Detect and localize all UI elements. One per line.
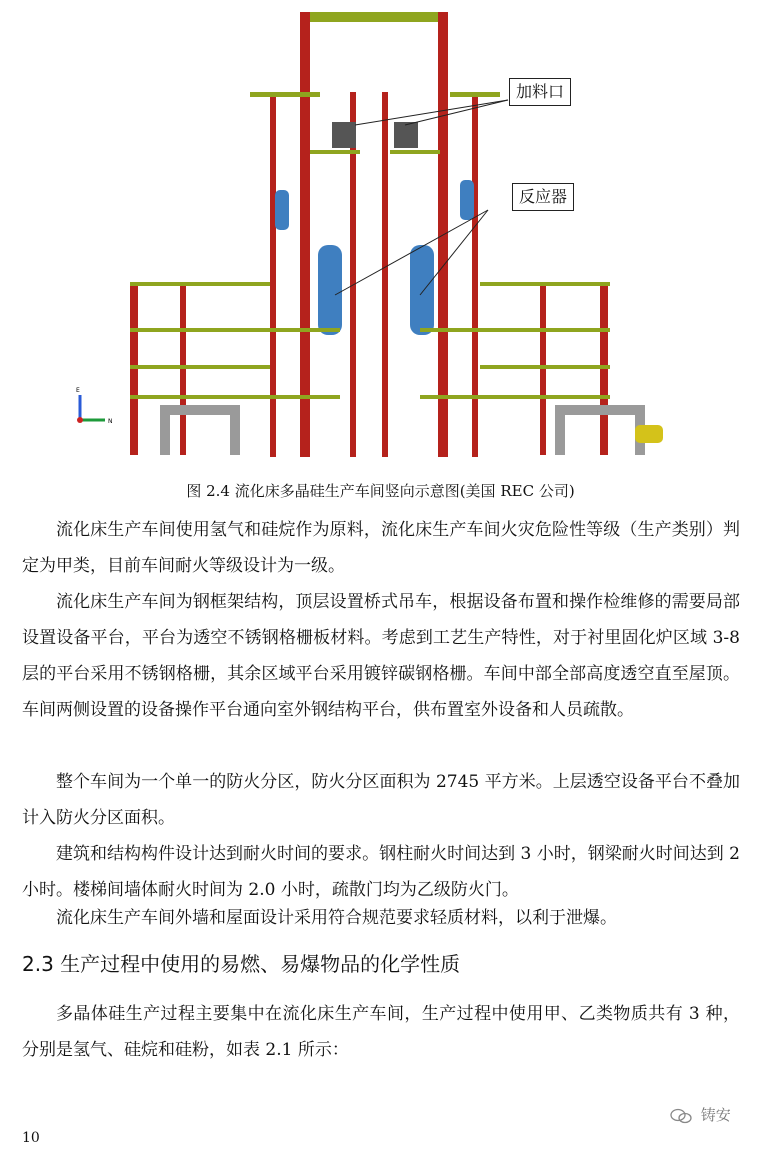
platform [130,328,340,332]
tower-column [382,92,388,457]
platform [310,150,360,154]
figure-caption: 图 2.4 流化床多晶硅生产车间竖向示意图(美国 REC 公司) [186,482,575,500]
platform [420,328,610,332]
reactor-vessel [318,245,342,335]
leader-line [355,100,508,125]
feed-hopper [394,122,418,148]
forklift [635,425,663,443]
platform [480,365,610,369]
tank [275,190,289,230]
watermark [670,1104,731,1125]
platform [130,282,270,286]
reactor-vessel [410,245,434,335]
side-column [600,285,608,455]
page-number: 10 [22,1130,40,1146]
section-heading: 2.3 生产过程中使用的易燃、易爆物品的化学性质 [22,952,461,976]
central-column-left [300,12,310,457]
platform [450,92,500,97]
side-column [130,285,138,455]
paragraph: 流化床生产车间使用氢气和硅烷作为原料，流化床生产车间火灾危险性等级（生产类别）判定为甲类，目前车间耐火等级设计为一级。 [22,520,740,576]
callout-reactor: 反应器 [512,183,574,211]
wechat-icon [670,1108,692,1124]
gray-duct [165,410,235,455]
compass-e-label: E [76,387,80,394]
tower-column [472,92,478,457]
platform [250,92,320,97]
side-column [540,285,546,455]
paragraph: 建筑和结构构件设计达到耐火时间的要求。钢柱耐火时间达到 3 小时，钢梁耐火时间达到 2 小时。楼梯间墙体耐火时间为 2.0 小时，疏散门均为乙级防火门。 [22,844,740,900]
paragraph: 整个车间为一个单一的防火分区，防火分区面积为 2745 平方米。上层透空设备平台不叠加计入防火分区面积。 [22,772,740,828]
crane-beam [300,12,440,22]
compass-n-label: N [108,418,113,425]
building-section-figure [76,0,680,470]
tower-column [270,92,276,457]
platform [130,395,340,399]
platform [390,150,440,154]
compass-origin [77,417,83,423]
callout-feed-port: 加料口 [509,78,571,106]
leader-line [405,100,508,125]
paragraph: 多晶体硅生产过程主要集中在流化床生产车间，生产过程中使用甲、乙类物质共有 3 种，分别是氢气、硅烷和硅粉，如表 2.1 所示： [22,1004,740,1060]
building-section-drawing [76,0,680,470]
side-column [180,285,186,455]
watermark-text: 铸安 [700,1106,731,1124]
platform [480,282,610,286]
paragraph: 流化床生产车间为钢框架结构，顶层设置桥式吊车，根据设备布置和操作检维修的需要局部设置设备平台，平台为透空不锈钢格栅板材料。考虑到工艺生产特性，对于衬里固化炉区域 3-8 层的平台采用不锈钢格栅，其余区域平台采用镀锌碳钢格栅。车间中部全部高度透空直至屋顶。车间两侧设置的设备操作平台通向室外钢结构平台，供布置室外设备和人员疏散。 [22,592,740,720]
paragraph: 流化床生产车间外墙和屋面设计采用符合规范要求轻质材料，以利于泄爆。 [56,908,617,928]
platform [130,365,270,369]
tank [460,180,474,220]
feed-hopper [332,122,356,148]
platform [420,395,610,399]
